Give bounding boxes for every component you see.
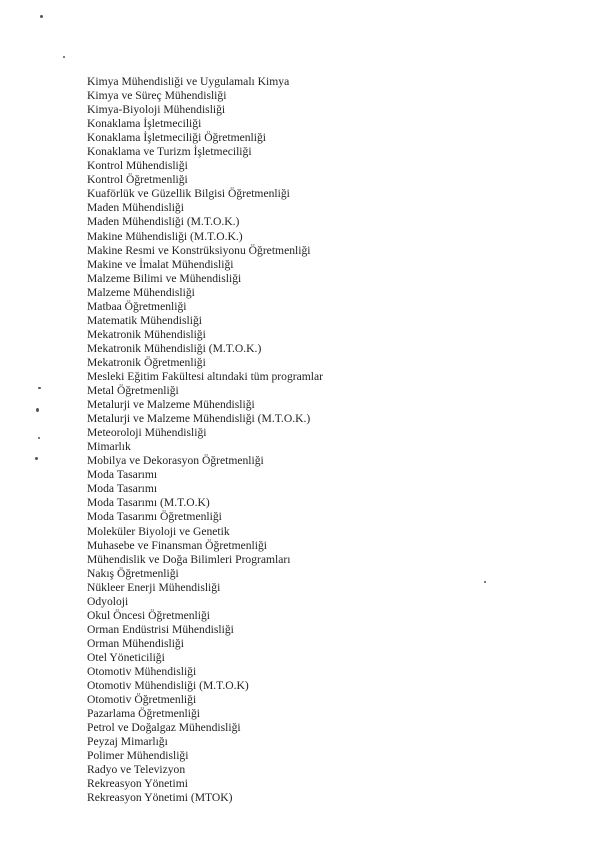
list-item: Moda Tasarımı — [87, 468, 158, 482]
list-item: Matbaa Öğretmenliği — [87, 299, 187, 313]
list-item: Makine ve İmalat Mühendisliği — [87, 257, 234, 271]
list-item: Radyo ve Televizyon — [87, 763, 186, 777]
list-item: Nükleer Enerji Mühendisliği — [87, 580, 221, 594]
list-item: Kontrol Mühendisliği — [87, 159, 188, 173]
list-item: Mekatronik Mühendisliği — [87, 327, 206, 341]
scan-speck — [40, 15, 43, 18]
list-item: Odyoloji — [87, 594, 129, 608]
list-item: Peyzaj Mimarlığı — [87, 735, 168, 749]
list-item: Mesleki Eğitim Fakültesi altındaki tüm programlar — [87, 369, 324, 383]
list-item: Konaklama İşletmeciliği — [87, 117, 202, 131]
list-item: Makine Resmi ve Konstrüksiyonu Öğretmenliği — [87, 243, 311, 257]
program-list — [87, 75, 323, 805]
list-item: Mühendislik ve Doğa Bilimleri Programları — [87, 552, 291, 566]
list-item: Moda Tasarımı Öğretmenliği — [87, 510, 222, 524]
list-item: Otomotiv Mühendisliği (M.T.O.K) — [87, 679, 249, 693]
list-item: Mekatronik Öğretmenliği — [87, 355, 206, 369]
list-item: Malzeme Bilimi ve Mühendisliği — [87, 271, 242, 285]
list-item: Konaklama ve Turizm İşletmeciliği — [87, 145, 252, 159]
list-item: Maden Mühendisliği — [87, 201, 184, 215]
list-item: Makine Mühendisliği (M.T.O.K.) — [87, 229, 243, 243]
list-item: Meteoroloji Mühendisliği — [87, 426, 207, 440]
list-item: Moleküler Biyoloji ve Genetik — [87, 524, 230, 538]
scan-speck — [38, 437, 40, 439]
list-item: Okul Öncesi Öğretmenliği — [87, 608, 210, 622]
scan-speck — [484, 581, 486, 583]
list-item: Rekreasyon Yönetimi (MTOK) — [87, 791, 233, 805]
list-item: Kontrol Öğretmenliği — [87, 173, 188, 187]
list-item: Kuaförlük ve Güzellik Bilgisi Öğretmenliği — [87, 187, 290, 201]
list-item: Muhasebe ve Finansman Öğretmenliği — [87, 538, 267, 552]
list-item: Mekatronik Mühendisliği (M.T.O.K.) — [87, 341, 262, 355]
list-item: Konaklama İşletmeciliği Öğretmenliği — [87, 131, 267, 145]
list-item: Maden Mühendisliği (M.T.O.K.) — [87, 215, 240, 229]
list-item: Moda Tasarımı — [87, 482, 158, 496]
list-item: Matematik Mühendisliği — [87, 313, 202, 327]
list-item: Nakış Öğretmenliği — [87, 566, 179, 580]
scan-speck — [38, 387, 41, 389]
list-item: Moda Tasarımı (M.T.O.K) — [87, 496, 210, 510]
list-item: Kimya Mühendisliği ve Uygulamalı Kimya — [87, 75, 290, 88]
list-item: Kimya ve Süreç Mühendisliği — [87, 89, 227, 103]
scan-speck — [36, 408, 39, 412]
list-item: Otomotiv Mühendisliği — [87, 664, 197, 678]
list-item: Metal Öğretmenliği — [87, 384, 179, 398]
list-item: Otel Yöneticiliği — [87, 650, 165, 664]
scan-speck — [63, 56, 65, 58]
list-item: Orman Endüstrisi Mühendisliği — [87, 622, 234, 636]
list-item: Petrol ve Doğalgaz Mühendisliği — [87, 721, 241, 735]
list-item: Metalurji ve Malzeme Mühendisliği — [87, 398, 255, 412]
list-item: Mimarlık — [87, 440, 131, 454]
list-item: Orman Mühendisliği — [87, 636, 184, 650]
list-item: Polimer Mühendisliği — [87, 749, 189, 763]
list-item: Mobilya ve Dekorasyon Öğretmenliği — [87, 454, 264, 468]
list-item: Pazarlama Öğretmenliği — [87, 707, 200, 721]
list-item: Kimya-Biyoloji Mühendisliği — [87, 103, 226, 117]
list-item: Metalurji ve Malzeme Mühendisliği (M.T.O.K.) — [87, 412, 311, 426]
list-item: Malzeme Mühendisliği — [87, 285, 195, 299]
list-item: Rekreasyon Yönetimi — [87, 777, 188, 791]
list-item: Otomotiv Öğretmenliği — [87, 693, 197, 707]
scan-speck — [35, 457, 38, 460]
